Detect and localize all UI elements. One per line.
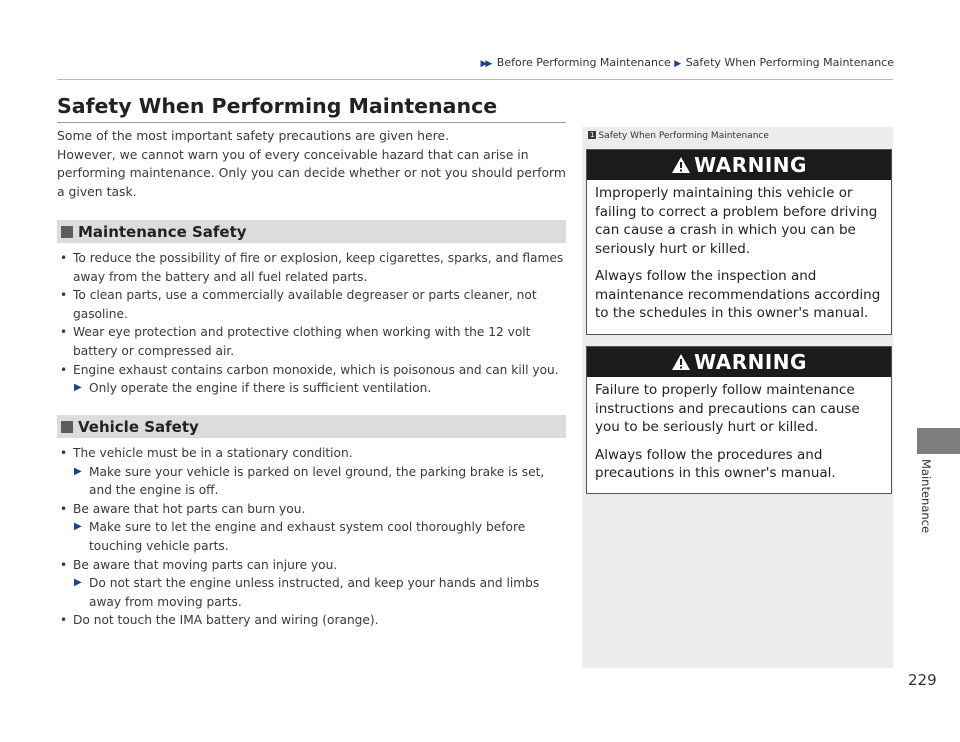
warning-triangle-icon — [671, 353, 691, 371]
bullet-icon: • — [60, 251, 68, 265]
list-item-text: The vehicle must be in a stationary condition. — [73, 446, 353, 460]
warning-header — [587, 150, 891, 180]
list-item — [57, 444, 569, 500]
list-subitem-text: Only operate the engine if there is sufficient ventilation. — [89, 381, 432, 396]
bullet-icon: • — [60, 446, 68, 460]
bullet-icon: • — [60, 613, 68, 628]
warning-box — [586, 149, 892, 335]
breadcrumb-item[interactable]: Safety When Performing Maintenance — [685, 56, 894, 69]
intro-text — [57, 127, 567, 201]
warning-paragraph: Always follow the procedures and precautions in this owner's manual. — [595, 446, 836, 481]
warning-paragraph: Failure to properly follow maintenance instructions and precautions can cause you to be seriously hurt or killed. — [595, 382, 860, 435]
list-item — [57, 249, 569, 286]
sidebar-caption-text: Safety When Performing Maintenance — [598, 131, 769, 141]
bullet-icon: • — [60, 501, 68, 516]
warning-header — [587, 347, 891, 377]
double-chevron-icon: ▶ — [480, 59, 488, 69]
list-subitem-text: Make sure your vehicle is parked on level ground, the parking brake is set, and the engine is off. — [89, 464, 545, 498]
intro-paragraph: Some of the most important safety precautions are given here. — [57, 128, 450, 143]
warning-title: WARNING — [694, 153, 807, 177]
warning-paragraph: Always follow the inspection and maintenance recommendations according to the schedules in this owner's manual. — [595, 268, 881, 321]
section-header-vehicle-safety — [57, 415, 566, 438]
list-item — [57, 286, 569, 323]
chapter-label: Maintenance — [919, 459, 933, 534]
list-item-text: Wear eye protection and protective clothing when working with the 12 volt battery or compressed air. — [73, 325, 531, 358]
triangle-right-icon: ▶ — [74, 382, 82, 394]
warning-box — [586, 346, 892, 494]
breadcrumb — [470, 56, 894, 69]
list-item — [57, 323, 569, 360]
sidebar-caption — [588, 131, 769, 141]
bullet-icon: • — [60, 362, 68, 377]
list-subitem-text: Make sure to let the engine and exhaust system cool thoroughly before touching vehicle parts. — [89, 520, 526, 553]
warning-title: WARNING — [694, 350, 807, 374]
list-item — [57, 500, 569, 556]
warning-text — [587, 180, 891, 323]
vehicle-safety-list — [57, 444, 569, 630]
section-header-maintenance-safety — [57, 220, 566, 243]
warning-text — [587, 377, 891, 483]
list-subitem — [73, 463, 569, 500]
bullet-icon: • — [60, 557, 68, 572]
list-item-text: To reduce the possibility of fire or explosion, keep cigarettes, sparks, and flames away from the battery and all fuel related parts. — [73, 251, 564, 284]
bullet-icon: • — [60, 288, 68, 303]
chevron-right-icon: ▶ — [674, 59, 682, 69]
list-item — [57, 611, 569, 630]
triangle-right-icon: ▶ — [74, 465, 82, 477]
reference-number-badge: 1 — [590, 131, 595, 139]
list-item-text: Engine exhaust contains carbon monoxide, which is poisonous and can kill you. — [73, 362, 559, 377]
bullet-icon: • — [60, 325, 68, 340]
square-bullet-icon — [61, 226, 73, 238]
section-title: Maintenance Safety — [78, 222, 247, 241]
square-bullet-icon — [61, 421, 73, 433]
section-title: Vehicle Safety — [78, 417, 199, 436]
divider — [57, 79, 893, 80]
list-item — [57, 556, 569, 612]
page-title: Safety When Performing Maintenance — [57, 94, 498, 118]
double-chevron-icon: ▶ — [485, 59, 493, 69]
list-subitem — [73, 518, 569, 555]
triangle-right-icon: ▶ — [74, 521, 82, 533]
list-subitem-text: Do not start the engine unless instructed, and keep your hands and limbs away from moving parts. — [89, 576, 540, 609]
intro-paragraph: However, we cannot warn you of every conceivable hazard that can arise in performing maintenance. Only you can decide whether or not you should perform a given task. — [57, 146, 567, 199]
warning-paragraph: Improperly maintaining this vehicle or failing to correct a problem before driving can cause a crash in which you can be seriously hurt or killed. — [595, 185, 878, 257]
list-item-text: Do not touch the IMA battery and wiring (orange). — [73, 613, 379, 628]
warning-triangle-icon — [671, 156, 691, 174]
list-subitem — [73, 574, 569, 611]
maintenance-safety-list — [57, 249, 569, 398]
divider — [57, 122, 566, 123]
list-subitem — [73, 379, 569, 398]
chapter-tab[interactable] — [917, 428, 960, 454]
list-item-text: To clean parts, use a commercially available degreaser or parts cleaner, not gasoline. — [73, 288, 537, 321]
list-item — [57, 361, 569, 398]
list-item-text: Be aware that moving parts can injure you. — [73, 557, 338, 572]
breadcrumb-item[interactable]: Before Performing Maintenance — [496, 56, 671, 69]
page-number: 229 — [908, 671, 937, 689]
list-item-text: Be aware that hot parts can burn you. — [73, 501, 306, 516]
triangle-right-icon: ▶ — [74, 577, 82, 589]
